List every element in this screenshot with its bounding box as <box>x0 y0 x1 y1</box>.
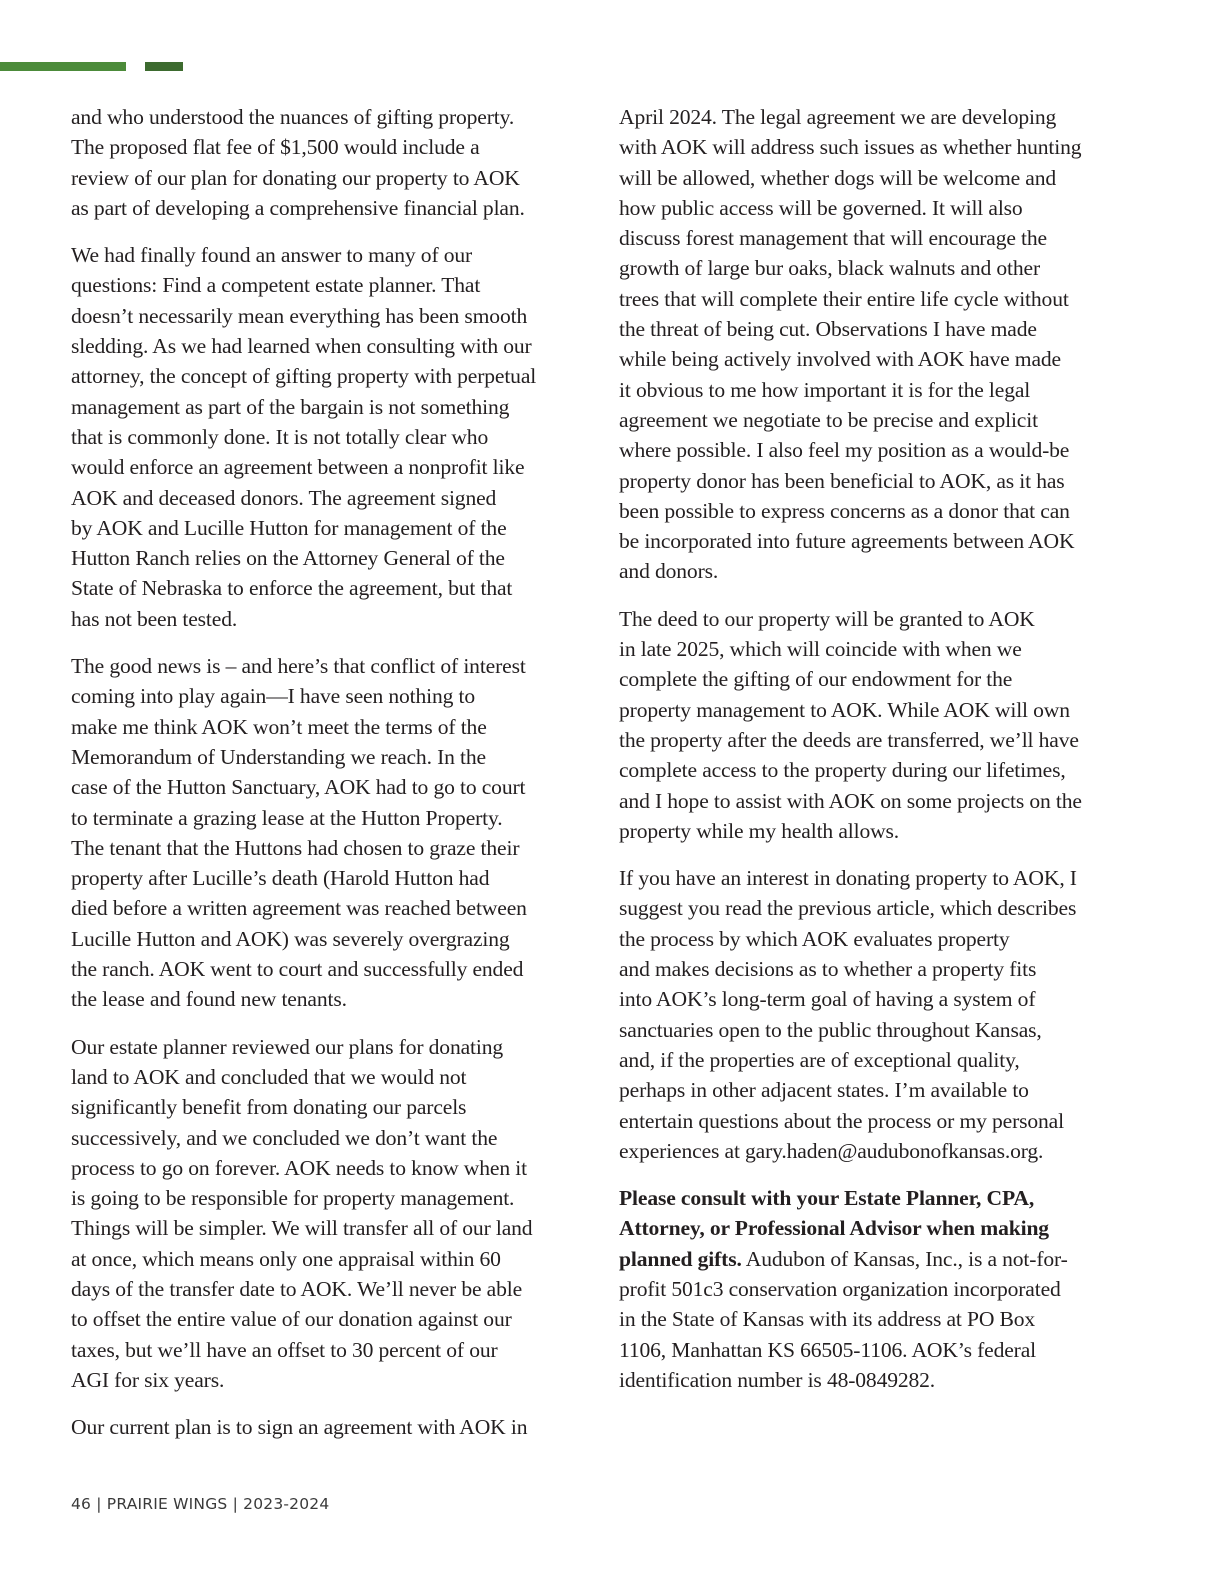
page-footer: 46 | PRAIRIE WINGS | 2023-2024 <box>71 1495 330 1513</box>
text-line: make me think AOK won’t meet the terms of the <box>71 714 487 739</box>
text-line: April 2024. The legal agreement we are developing <box>619 105 1057 129</box>
text-line: is going to be responsible for property management. <box>71 1186 515 1211</box>
disclaimer-paragraph <box>619 1183 1149 1395</box>
text-line: the threat of being cut. Observations I have made <box>619 317 1037 342</box>
text-line: review of our plan for donating our property to AOK <box>71 165 520 190</box>
text-line: in the State of Kansas with its address at PO Box <box>619 1307 1036 1332</box>
text-line: while being actively involved with AOK have made <box>619 347 1061 372</box>
text-line: The deed to our property will be granted to AOK <box>619 606 1035 631</box>
text-line: that is commonly done. It is not totally clear who <box>71 424 489 449</box>
text-line: identification number is 48-0849282. <box>619 1367 936 1392</box>
text-line: will be allowed, whether dogs will be welcome and <box>619 165 1056 190</box>
text-line: the property after the deeds are transferred, we’ll have <box>619 727 1079 752</box>
text-line: to offset the entire value of our donation against our <box>71 1307 512 1332</box>
text-line: how public access will be governed. It will also <box>619 195 1023 220</box>
text-line: property donor has been beneficial to AOK, as it has <box>619 468 1065 493</box>
text-line: would enforce an agreement between a nonprofit like <box>71 455 525 480</box>
text-line: AGI for six years. <box>71 1367 225 1392</box>
text-line: suggest you read the previous article, which describes <box>619 896 1077 921</box>
text-line: complete access to the property during our lifetimes, <box>619 758 1066 783</box>
text-line: by AOK and Lucille Hutton for management of the <box>71 515 507 540</box>
text-line: Hutton Ranch relies on the Attorney General of the <box>71 546 505 571</box>
text-line: where possible. I also feel my position as a would-be <box>619 438 1070 463</box>
left-column <box>71 102 601 1459</box>
text-line: Our current plan is to sign an agreement with AOK in <box>71 1415 528 1440</box>
text-line: it obvious to me how important it is for the legal <box>619 377 1031 402</box>
text-line: We had finally found an answer to many of our <box>71 243 473 268</box>
text-line: questions: Find a competent estate planner. That <box>71 273 481 298</box>
text-line: successively, and we concluded we don’t want the <box>71 1125 498 1150</box>
text-line: Lucille Hutton and AOK) was severely overgrazing <box>71 926 510 951</box>
text-line: property management to AOK. While AOK will own <box>619 697 1070 722</box>
text-line: If you have an interest in donating property to AOK, I <box>619 866 1077 891</box>
body-paragraph <box>71 102 601 223</box>
text-line: to terminate a grazing lease at the Hutton Property. <box>71 805 503 830</box>
text-line: discuss forest management that will encourage the <box>619 226 1047 251</box>
text-line: profit 501c3 conservation organization incorporated <box>619 1276 1061 1301</box>
text-line: property while my health allows. <box>619 818 900 843</box>
text-line: Memorandum of Understanding we reach. In the <box>71 744 486 769</box>
text-line: process to go on forever. AOK needs to know when it <box>71 1155 527 1180</box>
body-paragraph <box>619 604 1149 846</box>
text-line: died before a written agreement was reached between <box>71 896 527 921</box>
text-line: coming into play again—I have seen nothing to <box>71 684 476 709</box>
text-line: trees that will complete their entire life cycle without <box>619 286 1069 311</box>
body-paragraph <box>71 651 601 1015</box>
text-line: taxes, but we’ll have an offset to 30 percent of our <box>71 1337 498 1362</box>
text-line: into AOK’s long-term goal of having a system of <box>619 987 1036 1012</box>
text-line: planned gifts. Audubon of Kansas, Inc., is a not-for- <box>619 1246 1068 1271</box>
text-line: property after Lucille’s death (Harold Hutton had <box>71 866 490 891</box>
text-line: case of the Hutton Sanctuary, AOK had to go to court <box>71 775 526 800</box>
text-line: The tenant that the Huttons had chosen to graze their <box>71 835 520 860</box>
accent-bar-short <box>145 62 183 71</box>
text-line: Our estate planner reviewed our plans for donating <box>71 1034 504 1059</box>
text-line: 1106, Manhattan KS 66505-1106. AOK’s federal <box>619 1337 1037 1362</box>
text-line: Attorney, or Professional Advisor when making <box>619 1216 1049 1241</box>
text-line: land to AOK and concluded that we would not <box>71 1064 467 1089</box>
text-line: growth of large bur oaks, black walnuts and other <box>619 256 1041 281</box>
text-line: attorney, the concept of gifting property with perpetual <box>71 364 537 389</box>
text-line: The proposed flat fee of $1,500 would include a <box>71 135 480 160</box>
text-line: doesn’t necessarily mean everything has been smooth <box>71 303 528 328</box>
text-line: AOK and deceased donors. The agreement signed <box>71 485 497 510</box>
body-paragraph <box>619 863 1149 1166</box>
text-line: be incorporated into future agreements between AOK <box>619 529 1075 554</box>
text-line: and I hope to assist with AOK on some projects on the <box>619 788 1082 813</box>
text-line: the process by which AOK evaluates property <box>619 926 1010 951</box>
text-line: State of Nebraska to enforce the agreement, but that <box>71 576 513 601</box>
text-line: perhaps in other adjacent states. I’m available to <box>619 1078 1029 1103</box>
text-line: entertain questions about the process or my personal <box>619 1108 1064 1133</box>
text-line: management as part of the bargain is not something <box>71 394 510 419</box>
text-line: the lease and found new tenants. <box>71 987 347 1012</box>
text-line: and who understood the nuances of gifting property. <box>71 105 515 129</box>
body-paragraph <box>71 240 601 634</box>
text-line: experiences at gary.haden@audubonofkansas.org. <box>619 1138 1044 1163</box>
text-line: has not been tested. <box>71 606 238 631</box>
body-paragraph <box>71 1032 601 1396</box>
text-line: days of the transfer date to AOK. We’ll never be able <box>71 1276 523 1301</box>
text-line: sanctuaries open to the public throughout Kansas, <box>619 1017 1042 1042</box>
text-line: The good news is – and here’s that conflict of interest <box>71 654 526 679</box>
text-line: at once, which means only one appraisal within 60 <box>71 1246 501 1271</box>
text-line: significantly benefit from donating our parcels <box>71 1095 467 1120</box>
text-line: Things will be simpler. We will transfer all of our land <box>71 1216 533 1241</box>
text-line: in late 2025, which will coincide with when we <box>619 637 1022 662</box>
text-line: with AOK will address such issues as whether hunting <box>619 135 1082 160</box>
text-line: agreement we negotiate to be precise and explicit <box>619 407 1038 432</box>
body-paragraph <box>71 1412 601 1442</box>
text-line: and, if the properties are of exceptional quality, <box>619 1047 1020 1072</box>
right-column <box>619 102 1149 1412</box>
text-line: Please consult with your Estate Planner, CPA, <box>619 1186 1035 1211</box>
body-paragraph <box>619 102 1149 587</box>
text-line: and makes decisions as to whether a property fits <box>619 957 1037 982</box>
text-line: complete the gifting of our endowment for the <box>619 667 1013 692</box>
text-line: the ranch. AOK went to court and successfully ended <box>71 957 524 982</box>
accent-bar-long <box>0 62 126 71</box>
text-line: and donors. <box>619 559 719 584</box>
text-line: been possible to express concerns as a donor that can <box>619 498 1070 523</box>
text-line: as part of developing a comprehensive financial plan. <box>71 195 525 220</box>
text-line: sledding. As we had learned when consulting with our <box>71 334 532 359</box>
